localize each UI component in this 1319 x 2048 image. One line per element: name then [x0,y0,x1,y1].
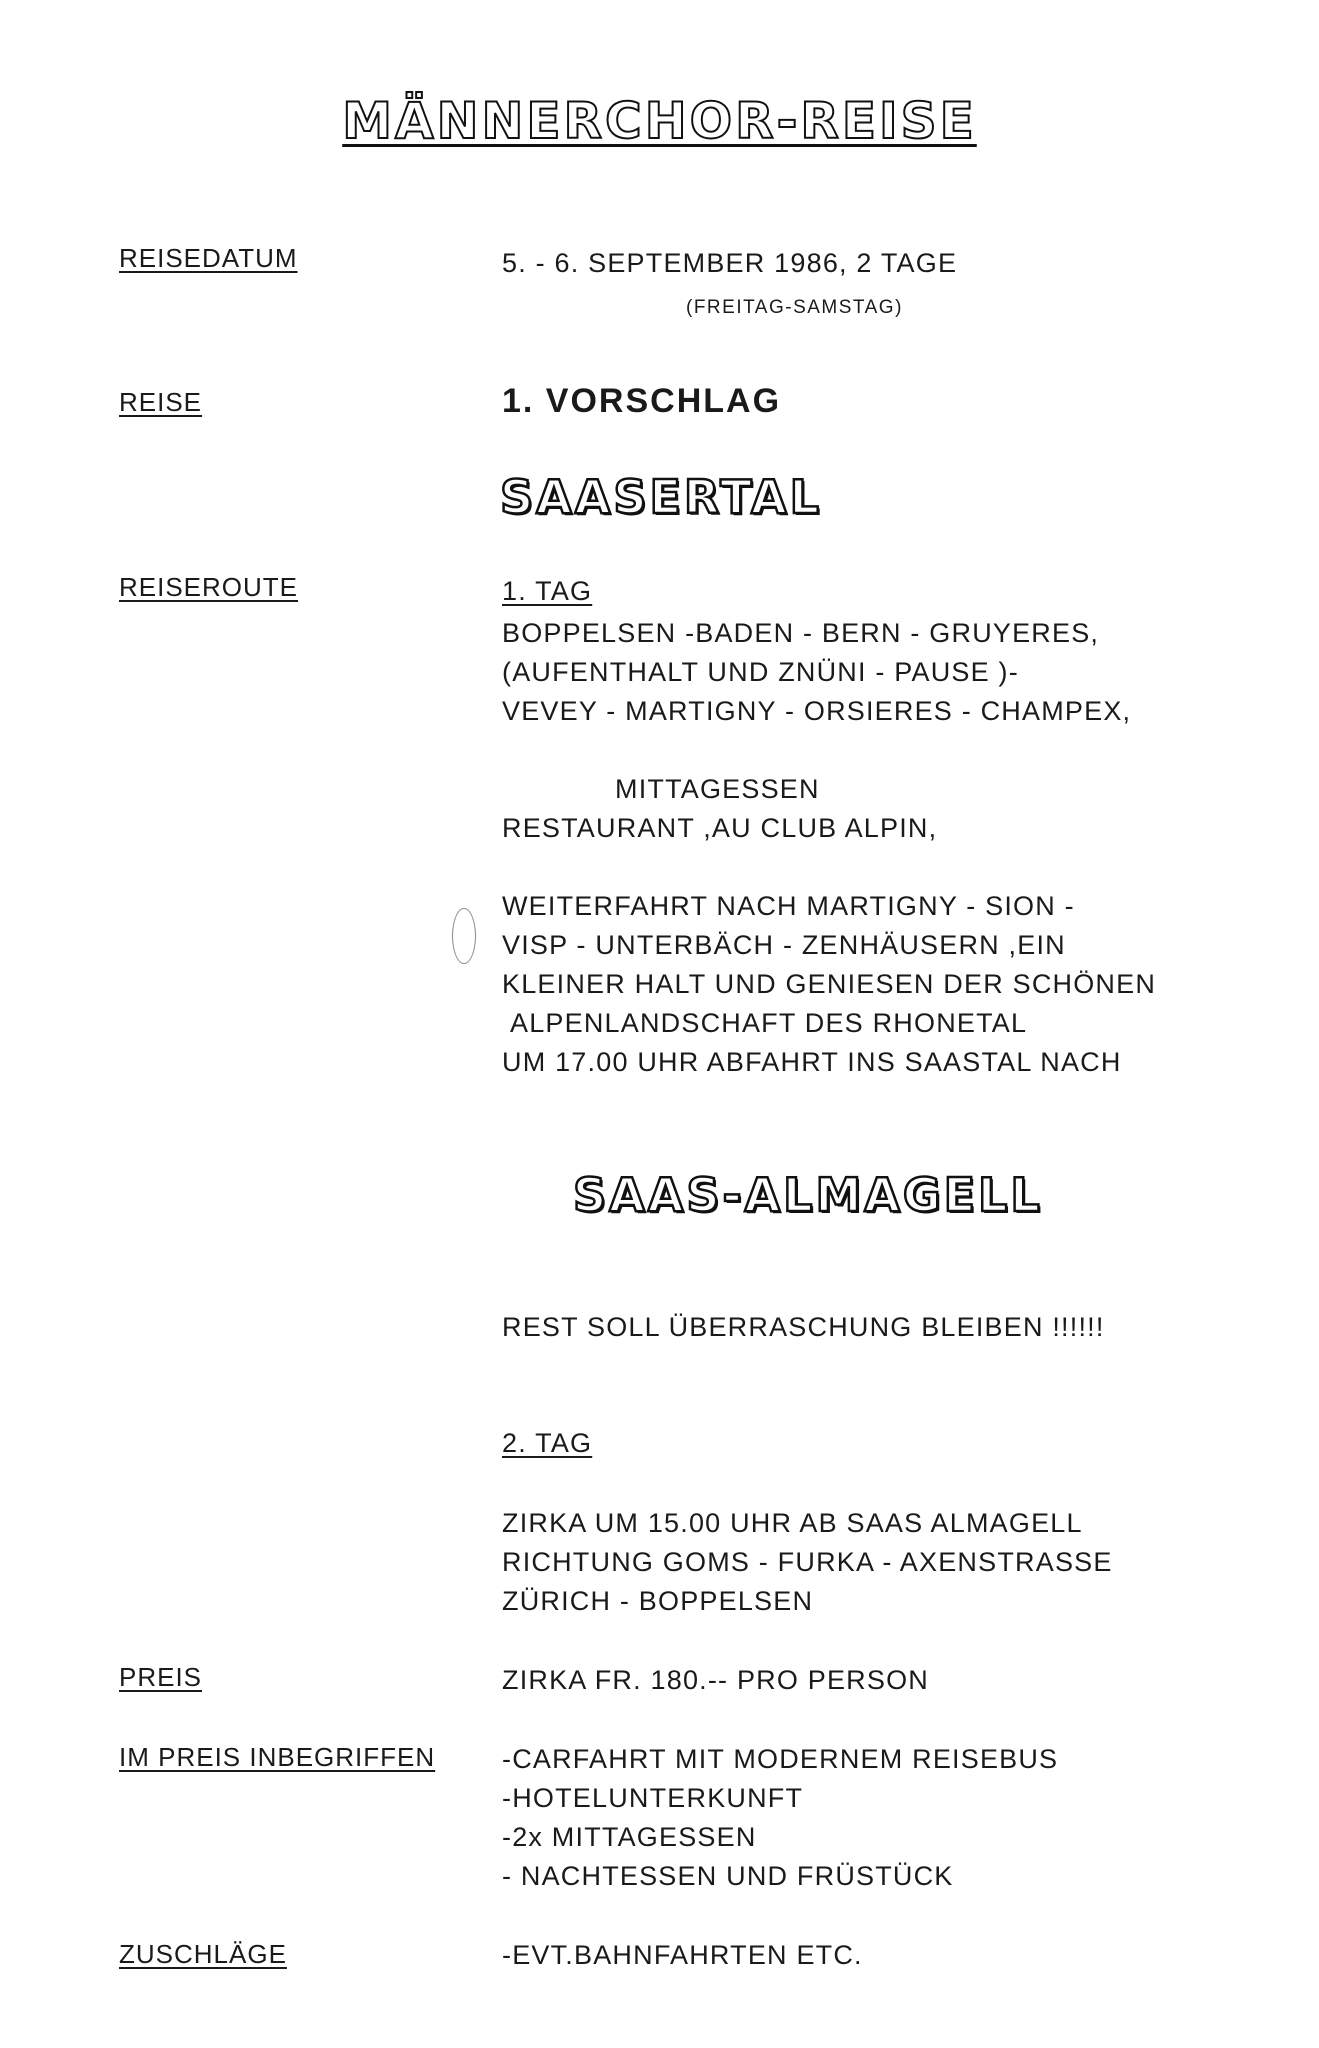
included-item-4: - NACHTESSEN UND FRÜSTÜCK [502,1861,954,1891]
label-reise: REISE [119,387,203,417]
day1-continuation-line-1: WEITERFAHRT NACH MARTIGNY - SION - [502,891,1075,921]
title-block [0,92,1319,150]
page-title: MÄNNERCHOR-REISE [342,92,977,150]
label-zuschlaege: ZUSCHLÄGE [119,1939,287,1969]
day1-continuation-line-4: ALPENLANDSCHAFT DES RHONETAL [510,1008,1028,1038]
proposal-number: 1. VORSCHLAG [502,382,782,420]
included-item-3: -2x MITTAGESSEN [502,1822,757,1852]
day2-route-line-2: RICHTUNG GOMS - FURKA - AXENSTRASSE [502,1547,1113,1577]
day1-route-line-1: BOPPELSEN -BADEN - BERN - GRUYERES, [502,618,1100,648]
day2-route-line-3: ZÜRICH - BOPPELSEN [502,1586,814,1616]
day1-heading: 1. TAG [502,576,593,606]
included-item-2: -HOTELUNTERKUNFT [502,1783,804,1813]
margin-pencil-mark [452,908,476,964]
surprise-note: REST SOLL ÜBERRASCHUNG BLEIBEN !!!!!! [502,1312,1105,1342]
label-inbegriffen: IM PREIS INBEGRIFFEN [119,1742,436,1772]
label-reisedatum: REISEDATUM [119,243,298,273]
day2-route-line-1: ZIRKA UM 15.00 UHR AB SAAS ALMAGELL [502,1508,1083,1538]
day2-heading: 2. TAG [502,1428,593,1458]
lunch-place: RESTAURANT ,AU CLUB ALPIN, [502,813,938,843]
travel-weekdays: (FREITAG-SAMSTAG) [686,297,903,318]
label-reiseroute: REISEROUTE [119,572,299,602]
day1-continuation-line-5: UM 17.00 UHR ABFAHRT INS SAASTAL NACH [502,1047,1122,1077]
day1-continuation-line-3: KLEINER HALT UND GENIESEN DER SCHÖNEN [502,969,1157,999]
destination-saasertal: SAASERTAL [500,470,822,524]
day1-route-line-2: (AUFENTHALT UND ZNÜNI - PAUSE )- [502,657,1019,687]
surcharges-value: -EVT.BAHNFAHRTEN ETC. [502,1940,863,1970]
travel-date: 5. - 6. SEPTEMBER 1986, 2 TAGE [502,248,958,278]
destination-saas-almagell: SAAS-ALMAGELL [573,1168,1043,1222]
label-preis: PREIS [119,1662,203,1692]
price-value: ZIRKA FR. 180.-- PRO PERSON [502,1665,929,1695]
lunch-title: MITTAGESSEN [615,774,820,804]
included-item-1: -CARFAHRT MIT MODERNEM REISEBUS [502,1744,1059,1774]
day1-continuation-line-2: VISP - UNTERBÄCH - ZENHÄUSERN ,EIN [502,930,1066,960]
day1-route-line-3: VEVEY - MARTIGNY - ORSIERES - CHAMPEX, [502,696,1132,726]
